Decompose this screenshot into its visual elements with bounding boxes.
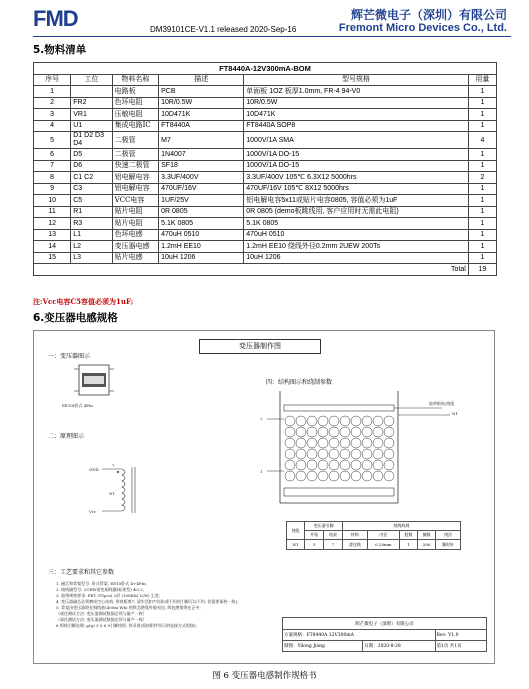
header-cell: 描述 bbox=[159, 74, 244, 86]
table-cell: 3.3UF/400V bbox=[159, 172, 244, 184]
part4-label: 四：结构图示和绕制参数 bbox=[266, 379, 333, 386]
param-cell: N1 bbox=[287, 540, 305, 550]
header-cell: 用量 bbox=[468, 74, 496, 86]
section-5-heading: 5.物料清单 bbox=[33, 44, 87, 56]
bom-header-row bbox=[34, 74, 497, 86]
param-cell: 0.20mm bbox=[367, 540, 399, 550]
param-header: 股数 bbox=[399, 531, 417, 540]
table-row bbox=[34, 241, 497, 253]
table-row bbox=[34, 229, 497, 241]
param-header: 开始 bbox=[305, 531, 324, 540]
table-cell: M7 bbox=[159, 132, 244, 149]
table-cell: 11 bbox=[34, 206, 71, 218]
table-cell: 470UF/16V 105℃ 8X12 5000hrs bbox=[244, 183, 469, 195]
coil-turn bbox=[362, 471, 372, 481]
footer-date: 日期：2020-8-28 bbox=[363, 641, 435, 652]
table-row bbox=[34, 206, 497, 218]
coil-turn bbox=[340, 449, 350, 459]
table-cell: 10 bbox=[34, 195, 71, 207]
total-value: 19 bbox=[468, 264, 496, 276]
coil-turn bbox=[285, 427, 295, 437]
table-row bbox=[34, 172, 497, 184]
table-cell: R3 bbox=[71, 218, 112, 230]
coil-turn bbox=[329, 416, 339, 426]
table-cell: 压敏电阻 bbox=[112, 109, 158, 121]
table-cell: 12 bbox=[34, 218, 71, 230]
table-cell: 4 bbox=[468, 132, 496, 149]
table-cell: L2 bbox=[71, 241, 112, 253]
coil-turn bbox=[285, 438, 295, 448]
table-row bbox=[34, 132, 497, 149]
coil-turn bbox=[329, 438, 339, 448]
coil-turn bbox=[340, 460, 350, 470]
coil-turn bbox=[373, 427, 383, 437]
table-cell: L3 bbox=[71, 252, 112, 264]
coil-turn bbox=[362, 460, 372, 470]
table-cell: 10D471K bbox=[159, 109, 244, 121]
param-header: 绕法 bbox=[436, 531, 461, 540]
table-cell: 单面板 1OZ 板厚1.0mm, FR-4 94-V0 bbox=[244, 86, 469, 98]
table-cell: 1 bbox=[468, 218, 496, 230]
coil-turn bbox=[384, 471, 394, 481]
bom-total-row bbox=[34, 264, 497, 276]
table-cell: 10D471K bbox=[244, 109, 469, 121]
param-header: 材料 bbox=[343, 531, 368, 540]
param-cell: 200 bbox=[418, 540, 436, 550]
table-row bbox=[34, 252, 497, 264]
table-cell: 铝电解电容 bbox=[112, 183, 158, 195]
table-cell: 7 bbox=[34, 160, 71, 172]
table-cell: 1000V/1A DO-15 bbox=[244, 149, 469, 161]
table-cell: 470uH 0510 bbox=[159, 229, 244, 241]
coil-turn bbox=[318, 460, 328, 470]
sch-label-pin7: 7 bbox=[112, 463, 115, 468]
param-header: 绕组 bbox=[287, 522, 305, 540]
struct-tape-label: 胶带粘贴/绕组 bbox=[429, 401, 455, 406]
coil-turn bbox=[384, 449, 394, 459]
coil-turn bbox=[373, 438, 383, 448]
coil-turn bbox=[362, 449, 372, 459]
table-cell: VR1 bbox=[71, 109, 112, 121]
coil-turn bbox=[318, 449, 328, 459]
requirement-line: 6.焊线引脚处理: p(q) 3 5 6 9引脚线焊, 须采用(需按附件所示的连接方式焊接); bbox=[56, 623, 197, 628]
table-cell: FT8440A bbox=[159, 120, 244, 132]
coil-turn bbox=[307, 460, 317, 470]
sheet-footer-table bbox=[282, 617, 487, 652]
table-cell: D5 bbox=[71, 149, 112, 161]
coil-turn bbox=[307, 449, 317, 459]
table-cell: 1N4007 bbox=[159, 149, 244, 161]
company-name-en: Fremont Micro Devices Co., Ltd. bbox=[338, 22, 507, 34]
coil-turn bbox=[362, 438, 372, 448]
coil-turn bbox=[340, 471, 350, 481]
table-cell: 14 bbox=[34, 241, 71, 253]
figure-caption: 图 6 变压器电感制作规格书 bbox=[212, 671, 317, 681]
table-row bbox=[34, 109, 497, 121]
coil-turn bbox=[351, 416, 361, 426]
table-cell: D1 D2 D3 D4 bbox=[71, 132, 112, 149]
param-header: 圈数 bbox=[418, 531, 436, 540]
part3-label: 三：工艺要求和其它参数 bbox=[48, 569, 115, 576]
table-cell: 4 bbox=[34, 120, 71, 132]
table-cell: 1 bbox=[468, 97, 496, 109]
coil-turn bbox=[351, 449, 361, 459]
footer-maker: 制图：Yilong Jiang bbox=[283, 641, 363, 652]
coil-turn bbox=[296, 471, 306, 481]
coil-turn bbox=[285, 416, 295, 426]
sch-label-vcc: Vcc bbox=[89, 509, 97, 514]
table-cell: 470UF/16V bbox=[159, 183, 244, 195]
coil-turn bbox=[351, 438, 361, 448]
table-cell: 10R/0.5W bbox=[159, 97, 244, 109]
requirement-line: 1. 磁芯和骨架型号: 卧式骨架, EE10卧式 4+4Pin; bbox=[56, 581, 147, 586]
table-row bbox=[34, 149, 497, 161]
coil-turn bbox=[329, 460, 339, 470]
struct-pin7-label: 7 bbox=[260, 417, 263, 422]
coil-turn bbox=[351, 471, 361, 481]
coil-turn bbox=[373, 471, 383, 481]
table-cell: 2 bbox=[468, 172, 496, 184]
coil-turn bbox=[318, 438, 328, 448]
table-cell: 1 bbox=[468, 241, 496, 253]
sheet-title: 变压器制作图 bbox=[199, 339, 321, 354]
sch-label-n1: N1 bbox=[109, 491, 116, 496]
header-cell: 工位 bbox=[71, 74, 112, 86]
table-cell: FR2 bbox=[71, 97, 112, 109]
coil-turn bbox=[307, 416, 317, 426]
requirement-line: （或任测试方法: 变压器测试数据必须与量产一致） bbox=[56, 617, 147, 622]
coil-turn bbox=[318, 471, 328, 481]
footer-page: 第1页 共1页 bbox=[435, 641, 486, 652]
table-row bbox=[34, 120, 497, 132]
coil-turn bbox=[296, 438, 306, 448]
table-cell: 贴片电阻 bbox=[112, 218, 158, 230]
winding-structure-drawing bbox=[262, 391, 462, 511]
table-row bbox=[34, 195, 497, 207]
table-cell: 1 bbox=[468, 252, 496, 264]
table-cell: 5.1K 0805 bbox=[159, 218, 244, 230]
table-cell: 10uH 1206 bbox=[159, 252, 244, 264]
coil-turn bbox=[340, 427, 350, 437]
table-cell: 二极管 bbox=[112, 149, 158, 161]
header-cell: 物料名称 bbox=[112, 74, 158, 86]
table-cell: 变压器电感 bbox=[112, 241, 158, 253]
table-cell: 6 bbox=[34, 149, 71, 161]
coil-turn bbox=[296, 449, 306, 459]
requirement-line: 2. 绕线圈型号: 2UEW漆包铜线圈(标准型) Φ0.2; bbox=[56, 587, 145, 592]
company-name-cn: 辉芒微电子（深圳）有限公司 bbox=[350, 8, 507, 22]
table-row bbox=[34, 218, 497, 230]
coil-turn bbox=[340, 438, 350, 448]
param-header: 变压器引脚 bbox=[305, 522, 343, 531]
param-cell: 1 bbox=[399, 540, 417, 550]
table-cell: 色环电阻 bbox=[112, 97, 158, 109]
table-cell: 二极管 bbox=[112, 132, 158, 149]
param-cell: 7 bbox=[324, 540, 343, 550]
table-cell: 1UF/25V bbox=[159, 195, 244, 207]
param-header: 结束 bbox=[324, 531, 343, 540]
coil-turn bbox=[384, 427, 394, 437]
param-header: 内径 bbox=[367, 531, 399, 540]
table-cell: C5 bbox=[71, 195, 112, 207]
table-cell: 10uH 1206 bbox=[244, 252, 469, 264]
winding-params-table bbox=[286, 521, 461, 550]
table-cell: 470uH 0510 bbox=[244, 229, 469, 241]
part1-label: 一：变压器图示 bbox=[48, 353, 91, 360]
table-cell: 1 bbox=[468, 149, 496, 161]
table-cell: PCB bbox=[159, 86, 244, 98]
table-cell: 0R 0805 (demo板跳线用, 客户应用时无需此电阻) bbox=[244, 206, 469, 218]
coil-turn bbox=[384, 438, 394, 448]
table-cell: 3 bbox=[34, 109, 71, 121]
table-cell: 0R 0805 bbox=[159, 206, 244, 218]
table-cell: 贴片电感 bbox=[112, 252, 158, 264]
table-cell: 8 bbox=[34, 172, 71, 184]
table-cell: 快速二极管 bbox=[112, 160, 158, 172]
transformer-drawing bbox=[64, 363, 124, 403]
table-cell bbox=[71, 86, 112, 98]
table-cell: 1 bbox=[468, 160, 496, 172]
part1-caption: EE10(卧式 4Pin bbox=[62, 403, 93, 408]
coil-turn bbox=[329, 471, 339, 481]
table-cell: C3 bbox=[71, 183, 112, 195]
table-cell: 13 bbox=[34, 229, 71, 241]
coil-turn bbox=[307, 438, 317, 448]
table-cell: FT8440A SOP8 bbox=[244, 120, 469, 132]
footer-rev: Rev: V1.0 bbox=[435, 630, 486, 641]
table-cell: 2 bbox=[34, 97, 71, 109]
coil-turn bbox=[285, 449, 295, 459]
logo: FMD bbox=[33, 6, 78, 31]
table-cell: 电路板 bbox=[112, 86, 158, 98]
coil-turn bbox=[318, 427, 328, 437]
table-cell: C1 C2 bbox=[71, 172, 112, 184]
coil-turn bbox=[318, 416, 328, 426]
table-cell: 1 bbox=[468, 183, 496, 195]
table-cell: 集成电路IC bbox=[112, 120, 158, 132]
transformer-spec-sheet bbox=[33, 330, 495, 664]
requirement-line: （或任测试方法: 变压器测试数据必须与量产一致） bbox=[56, 611, 147, 616]
table-cell: 1 bbox=[34, 86, 71, 98]
table-cell: 1000V/1A DO-15 bbox=[244, 160, 469, 172]
part3-requirements bbox=[56, 581, 256, 629]
param-cell: 漆包线 bbox=[343, 540, 368, 550]
coil-turn bbox=[384, 416, 394, 426]
bom-note: 注:Vcc电容C5容值必须为1uF; bbox=[33, 297, 134, 306]
table-cell: L1 bbox=[71, 229, 112, 241]
table-cell: 5 bbox=[34, 132, 71, 149]
table-row bbox=[34, 183, 497, 195]
coil-turn bbox=[296, 416, 306, 426]
section-6-heading: 6.变压器电感规格 bbox=[33, 312, 118, 324]
table-row bbox=[34, 86, 497, 98]
table-cell: R1 bbox=[71, 206, 112, 218]
sch-label-gnd: GND bbox=[89, 467, 99, 472]
header-cell: 型号规格 bbox=[244, 74, 469, 86]
requirement-line: 3. 胶带规格要求: PET 3T(pcs) 2层 (10Mils) L(W) 尘宽; bbox=[56, 593, 161, 598]
coil-turn bbox=[296, 460, 306, 470]
requirement-line: 5. 骨架由变压器绕在铜线套(400m Wh) 的铁芯绝缘外胶布包, 线包绝缘带在正中; bbox=[56, 605, 201, 610]
table-cell: U1 bbox=[71, 120, 112, 132]
coil-turn bbox=[285, 471, 295, 481]
table-cell: 10R/0.5W bbox=[244, 97, 469, 109]
param-cell: 3 bbox=[305, 540, 324, 550]
table-cell: 3.3UF/400V 105℃ 6.3X12 5000hrs bbox=[244, 172, 469, 184]
coil-turn bbox=[351, 460, 361, 470]
table-cell: 1 bbox=[468, 86, 496, 98]
table-cell: 1 bbox=[468, 195, 496, 207]
struct-pin1-label: 1 bbox=[260, 469, 263, 474]
footer-plan: 方案规格：FT8440A 12V300mA bbox=[283, 630, 436, 641]
table-cell: 1 bbox=[468, 109, 496, 121]
bom-title: FT8440A-12V300mA-BOM bbox=[34, 63, 497, 75]
coil-turn bbox=[373, 449, 383, 459]
coil-turn bbox=[307, 427, 317, 437]
coil-turn bbox=[373, 460, 383, 470]
table-cell: 1 bbox=[468, 206, 496, 218]
table-cell: 色环电感 bbox=[112, 229, 158, 241]
coil-turn bbox=[362, 427, 372, 437]
table-cell: 1 bbox=[468, 229, 496, 241]
table-cell: 铝电解电容5x11或贴片电容0805, 容值必须为1uF bbox=[244, 195, 469, 207]
table-cell: 1000V/1A SMA bbox=[244, 132, 469, 149]
table-cell: 1.2mH EE10 绕线外径0.2mm 2UEW 200Ts bbox=[244, 241, 469, 253]
coil-turn bbox=[340, 416, 350, 426]
table-cell: 1 bbox=[468, 120, 496, 132]
coil-turn bbox=[373, 416, 383, 426]
coil-turn bbox=[362, 416, 372, 426]
table-cell: SF18 bbox=[159, 160, 244, 172]
param-header: 绕线线规 bbox=[343, 522, 461, 531]
table-row bbox=[34, 97, 497, 109]
total-label: Total bbox=[34, 264, 469, 276]
bom-table bbox=[33, 62, 497, 276]
table-cell: 铝电解电容 bbox=[112, 172, 158, 184]
coil-turn bbox=[285, 460, 295, 470]
table-cell: 15 bbox=[34, 252, 71, 264]
doc-reference: DM39101CE-V1.1 released 2020-Sep-16 bbox=[150, 25, 297, 34]
header-cell: 序号 bbox=[34, 74, 71, 86]
coil-turn bbox=[329, 427, 339, 437]
coil-turn bbox=[351, 427, 361, 437]
table-cell: 贴片电阻 bbox=[112, 206, 158, 218]
coil-turn bbox=[329, 449, 339, 459]
table-cell: VCC电容 bbox=[112, 195, 158, 207]
part2-label: 二：原理图示 bbox=[48, 433, 85, 440]
header-divider bbox=[33, 36, 511, 37]
struct-n1-label: N1 bbox=[452, 411, 459, 416]
footer-company: 辉芒微电子（深圳）有限公司 bbox=[283, 618, 487, 630]
coil-turn bbox=[384, 460, 394, 470]
table-cell: D6 bbox=[71, 160, 112, 172]
table-cell: 9 bbox=[34, 183, 71, 195]
coil-turn bbox=[307, 471, 317, 481]
table-row bbox=[34, 160, 497, 172]
table-cell: 5.1K 0805 bbox=[244, 218, 469, 230]
requirement-line: 4. 变压器磁芯必须磨成空心结构, 带底板剪7, 清牢活扣7牢固(或不用的引脚可以不用, 但需要保持一致); bbox=[56, 599, 239, 604]
table-cell: 1.2mH EE10 bbox=[159, 241, 244, 253]
param-cell: 顺时针 bbox=[436, 540, 461, 550]
coil-turn bbox=[296, 427, 306, 437]
